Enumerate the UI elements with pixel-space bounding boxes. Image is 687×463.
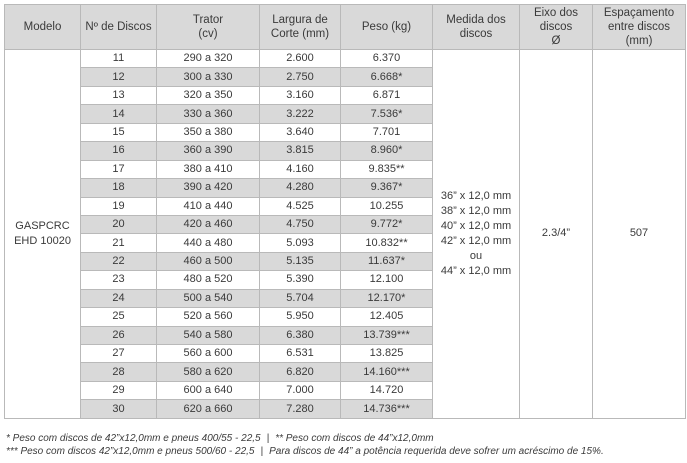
cell-peso: 14.736*** [341,400,433,418]
cell-discos: 28 [81,363,157,381]
cell-largura: 5.135 [260,252,341,270]
table-body [5,50,686,419]
header-eixo: Eixo dos discos Ø [520,5,593,50]
medida-line: ou [469,249,483,262]
cell-discos: 19 [81,197,157,215]
header-trator-unit: (cv) [198,28,218,40]
cell-largura: 4.750 [260,215,341,233]
footnote-2b: Para discos de 44” a potência requerida deve sofrer um acréscimo de 15%. [269,446,604,457]
cell-peso: 6.668* [341,68,433,86]
cell-largura: 2.750 [260,68,341,86]
header-eixo-symbol: Ø [551,35,561,47]
cell-discos: 13 [81,86,157,104]
cell-peso: 9.772* [341,215,433,233]
cell-trator: 390 a 420 [157,179,260,197]
cell-discos: 25 [81,308,157,326]
cell-largura: 3.160 [260,86,341,104]
cell-largura: 3.640 [260,123,341,141]
model-cell [5,50,81,419]
cell-largura: 4.525 [260,197,341,215]
cell-peso: 7.536* [341,105,433,123]
cell-discos: 11 [81,50,157,68]
cell-peso: 13.825 [341,345,433,363]
cell-trator: 540 a 580 [157,326,260,344]
cell-peso: 12.170* [341,289,433,307]
cell-discos: 15 [81,123,157,141]
cell-trator: 600 a 640 [157,381,260,399]
header-espacamento: Espaçamento entre discos (mm) [593,5,686,50]
table-row [5,50,686,68]
cell-peso: 14.720 [341,381,433,399]
cell-peso: 6.871 [341,86,433,104]
footnote-separator: | [260,446,264,457]
cell-peso: 13.739*** [341,326,433,344]
cell-peso: 11.637* [341,252,433,270]
cell-peso: 6.370 [341,50,433,68]
cell-discos: 20 [81,215,157,233]
header-row [5,5,686,50]
cell-peso: 9.367* [341,179,433,197]
cell-trator: 360 a 390 [157,142,260,160]
cell-peso: 10.832** [341,234,433,252]
medida-line: 36” x 12,0 mm [440,189,512,202]
medida-line: 40” x 12,0 mm [440,219,512,232]
cell-trator: 420 a 460 [157,215,260,233]
header-trator: Trator (cv) [157,5,260,50]
cell-largura: 3.815 [260,142,341,160]
cell-peso: 7.701 [341,123,433,141]
cell-trator: 560 a 600 [157,345,260,363]
cell-discos: 18 [81,179,157,197]
cell-discos: 23 [81,271,157,289]
cell-trator: 440 a 480 [157,234,260,252]
cell-largura: 5.950 [260,308,341,326]
spec-table [4,4,686,419]
cell-largura: 4.160 [260,160,341,178]
header-medida: Medida dos discos [433,5,520,50]
cell-largura: 5.704 [260,289,341,307]
model-line: GASPCRC [15,219,70,232]
header-modelo: Modelo [5,5,81,50]
cell-discos: 26 [81,326,157,344]
cell-trator: 410 a 440 [157,197,260,215]
cell-trator: 380 a 410 [157,160,260,178]
cell-trator: 460 a 500 [157,252,260,270]
cell-trator: 350 a 380 [157,123,260,141]
cell-trator: 620 a 660 [157,400,260,418]
cell-largura: 5.390 [260,271,341,289]
medida-line: 38” x 12,0 mm [440,204,512,217]
medida-line: 44” x 12,0 mm [440,264,512,277]
cell-trator: 320 a 350 [157,86,260,104]
cell-trator: 330 a 360 [157,105,260,123]
cell-largura: 4.280 [260,179,341,197]
cell-trator: 300 a 330 [157,68,260,86]
cell-peso: 9.835** [341,160,433,178]
cell-discos: 29 [81,381,157,399]
cell-trator: 480 a 520 [157,271,260,289]
cell-discos: 22 [81,252,157,270]
cell-discos: 21 [81,234,157,252]
cell-peso: 8.960* [341,142,433,160]
cell-discos: 14 [81,105,157,123]
cell-largura: 7.280 [260,400,341,418]
footnote-1a: * Peso com discos de 42”x12,0mm e pneus 400/55 - 22,5 [6,433,261,444]
cell-trator: 580 a 620 [157,363,260,381]
header-discos: Nº de Discos [81,5,157,50]
cell-largura: 6.380 [260,326,341,344]
footnotes [6,432,604,458]
cell-discos: 16 [81,142,157,160]
cell-trator: 520 a 560 [157,308,260,326]
cell-peso: 10.255 [341,197,433,215]
cell-trator: 290 a 320 [157,50,260,68]
header-largura: Largura de Corte (mm) [260,5,341,50]
cell-peso: 12.405 [341,308,433,326]
cell-discos: 30 [81,400,157,418]
footnote-1b: ** Peso com discos de 44”x12,0mm [275,433,434,444]
cell-discos: 12 [81,68,157,86]
cell-largura: 7.000 [260,381,341,399]
medida-line: 42” x 12,0 mm [440,234,512,247]
cell-peso: 14.160*** [341,363,433,381]
espacamento-cell: 507 [593,50,686,419]
model-line: EHD 10020 [14,234,71,247]
footnote-line-2 [6,445,604,458]
cell-peso: 12.100 [341,271,433,289]
cell-largura: 6.820 [260,363,341,381]
cell-largura: 2.600 [260,50,341,68]
cell-discos: 17 [81,160,157,178]
cell-largura: 3.222 [260,105,341,123]
footnote-2a: *** Peso com discos 42”x12,0mm e pneus 500/60 - 22,5 [6,446,255,457]
medida-cell [433,50,520,419]
cell-discos: 27 [81,345,157,363]
header-peso: Peso (kg) [341,5,433,50]
cell-trator: 500 a 540 [157,289,260,307]
footnote-separator: | [266,433,270,444]
footnote-line-1 [6,432,604,445]
cell-discos: 24 [81,289,157,307]
eixo-cell: 2.3/4” [520,50,593,419]
cell-largura: 6.531 [260,345,341,363]
cell-largura: 5.093 [260,234,341,252]
